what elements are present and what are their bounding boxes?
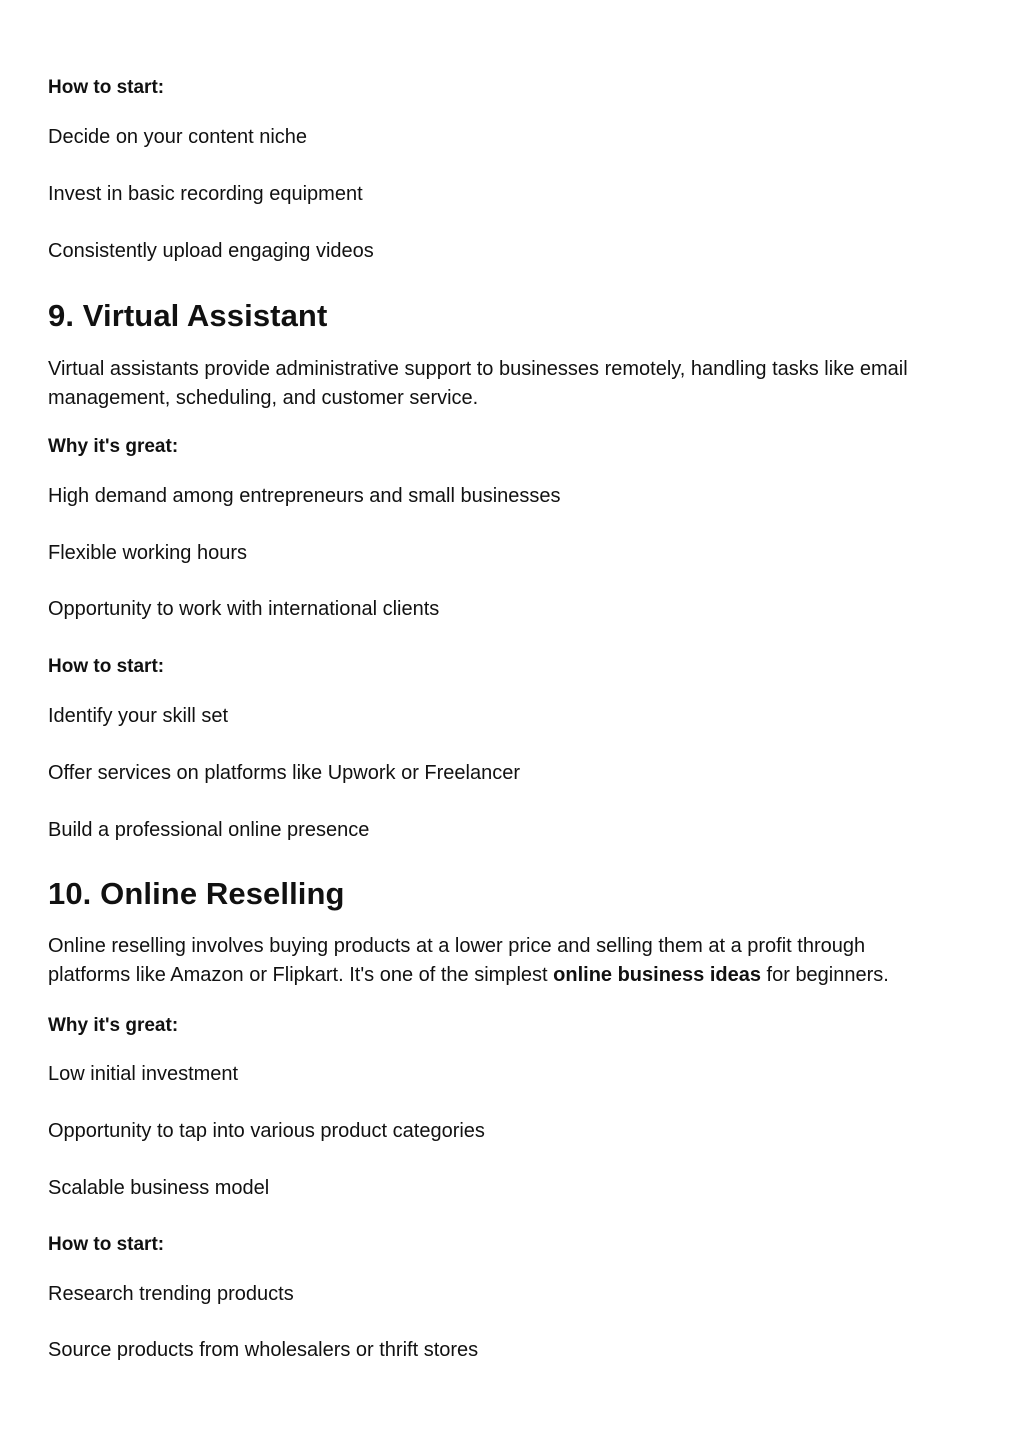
- list-item: Identify your skill set: [48, 705, 229, 727]
- why-its-great-label: Why it's great:: [48, 436, 179, 457]
- list-item: Invest in basic recording equipment: [48, 183, 363, 205]
- list-item: Research trending products: [48, 1283, 294, 1305]
- list-item: Source products from wholesalers or thrift stores: [48, 1339, 479, 1361]
- section-description: [48, 932, 948, 990]
- section-heading-online-reselling: 10. Online Reselling: [48, 876, 345, 911]
- section-heading-virtual-assistant: 9. Virtual Assistant: [48, 298, 328, 333]
- description-text: for beginners.: [760, 964, 889, 986]
- how-to-start-label: How to start:: [48, 77, 165, 98]
- how-to-start-label: How to start:: [48, 656, 165, 677]
- list-item: Consistently upload engaging videos: [48, 240, 374, 262]
- list-item: Low initial investment: [48, 1063, 239, 1085]
- why-its-great-label: Why it's great:: [48, 1015, 179, 1036]
- section-description: Virtual assistants provide administrative support to businesses remotely, handling tasks like email management, scheduling, and customer service.: [48, 358, 908, 409]
- list-item: Build a professional online presence: [48, 819, 370, 841]
- list-item: Opportunity to work with international clients: [48, 598, 440, 620]
- description-emphasis: online business ideas: [553, 964, 761, 986]
- list-item: Opportunity to tap into various product categories: [48, 1120, 485, 1142]
- list-item: Flexible working hours: [48, 542, 247, 564]
- list-item: Offer services on platforms like Upwork or Freelancer: [48, 762, 521, 784]
- list-item: Decide on your content niche: [48, 126, 308, 148]
- list-item: Scalable business model: [48, 1177, 270, 1199]
- list-item: High demand among entrepreneurs and small businesses: [48, 485, 561, 507]
- description-text: Online reselling involves buying products at a lower price and selling them at a profit through platforms like Amazon or Flipkart. It's one of the simplest: [48, 935, 866, 986]
- how-to-start-label: How to start:: [48, 1234, 165, 1255]
